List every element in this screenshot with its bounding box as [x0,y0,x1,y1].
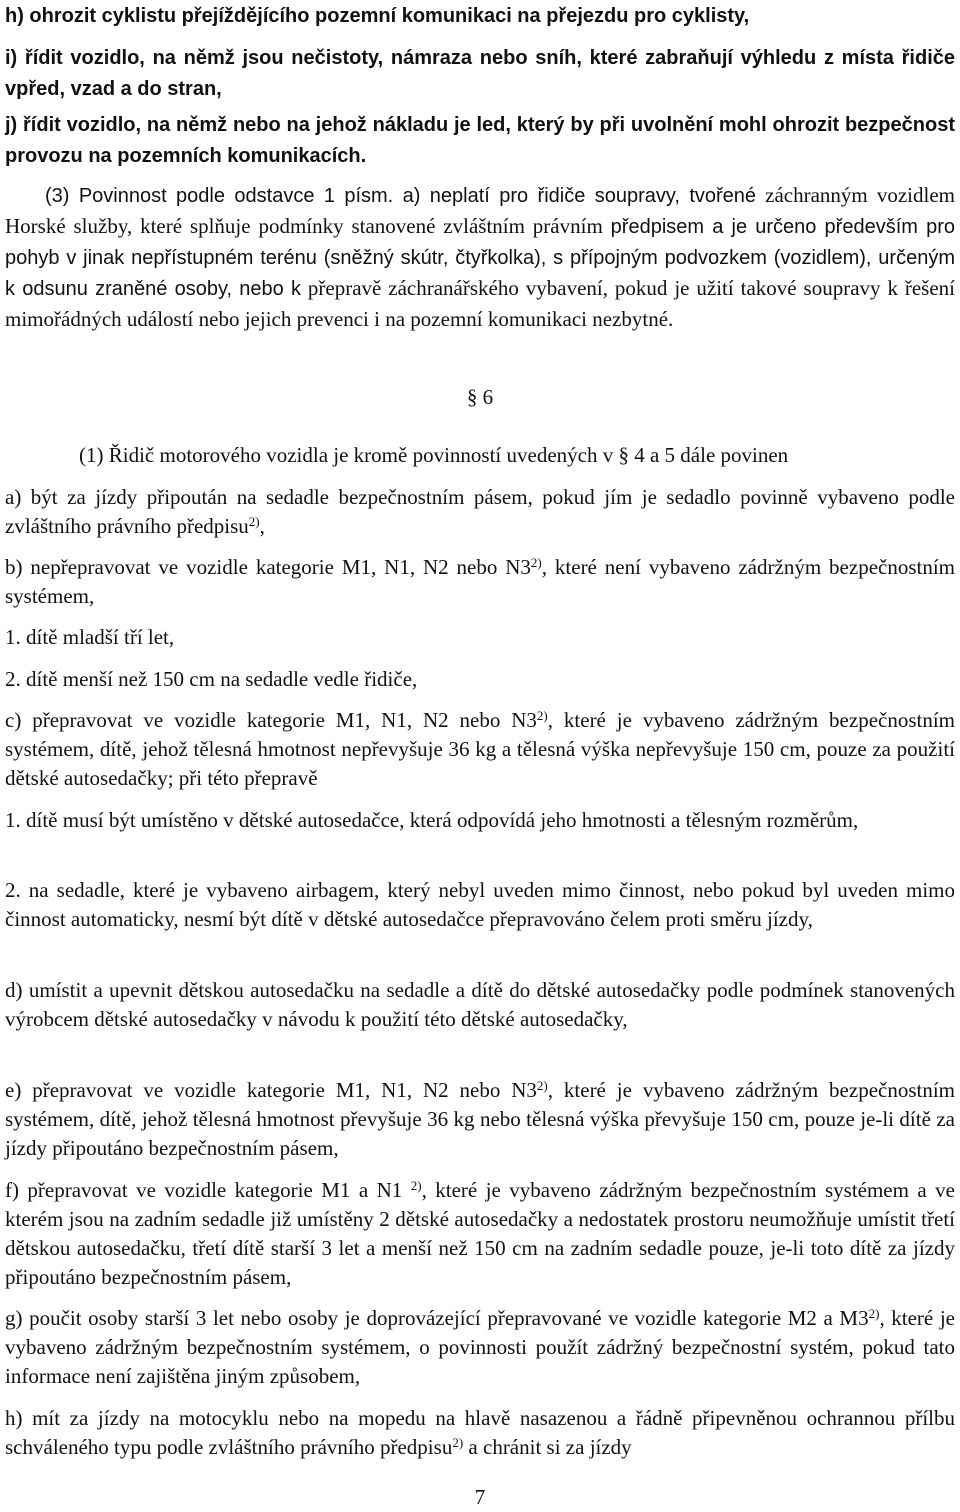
footnote-ref: 2) [452,1435,464,1450]
item-b-2: 2. dítě menší než 150 cm na sedadle vedle řidiče, [5,667,418,691]
item-e [5,1076,955,1163]
paragraph-3-part-d: přepravě záchranářského vybavení, pokud je užití takové soupravy k řešení mimořádných událostí nebo jejich prevenci i na pozemní komunikaci nezbytné. [5,276,956,331]
item-c-2: 2. na sedadle, které je vybaveno airbagem, který nebyl uveden mimo činnost, nebo pokud byl uveden mimo činnost automaticky, nesmí být dítě v dětské autosedačce přepravováno čelem proti směru jízdy, [5,878,955,931]
item-b-text: b) nepřepravovat ve vozidle kategorie M1, N1, N2 nebo N3 [5,555,531,579]
item-h [5,1404,955,1462]
item-b [5,553,955,611]
paragraph-3-part-b: záchranným vozidlem Horské služby, které splňuje podmínky stanovené zvláštním právním [5,183,955,238]
footnote-ref: 2) [248,514,260,529]
section-heading: § 6 [466,385,494,409]
item-g-text: g) poučit osoby starší 3 let nebo osoby je doprovázející přepravované ve vozidle kategorie M2 a M3 [5,1306,869,1330]
paragraph-3-part-c: předpisem a je určeno především pro pohyb v jinak nepřístupném terénu (sněžný skútr, čtyřkolka), s přípojným podvozkem (vozidlem), určeným k odsunu zraněné osoby, nebo k [5,216,956,300]
item-c [5,706,955,793]
item-e-end: , které je vybaveno zádržným bezpečnostním systémem, dítě, jehož tělesná hmotnost převyšuje 36 kg nebo tělesná výška převyšuje 150 cm, pouze je-li dítě za jízdy připoutáno bezpečnostním pásem, [5,1078,956,1160]
item-b-end: , které není vybaveno zádržným bezpečnostním systémem, [5,555,956,608]
item-a [5,483,955,541]
footnote-ref: 2) [530,555,542,570]
item-a-text: a) být za jízdy připoután na sedadle bezpečnostním pásem, pokud jím je sedadlo povinně vybaveno podle zvláštního právního předpisu [5,485,955,538]
footnote-ref: 2) [868,1306,880,1321]
item-f [5,1176,955,1292]
item-e-text: e) přepravovat ve vozidle kategorie M1, N1, N2 nebo N3 [5,1078,537,1102]
item-h-end: a chránit si za jízdy [463,1435,632,1459]
item-d: d) umístit a upevnit dětskou autosedačku na sedadle a dítě do dětské autosedačky podle podmínek stanovených výrobcem dětské autosedačky v návodu k použití této dětské autosedačky, [5,978,955,1031]
item-f-text: f) přepravovat ve vozidle kategorie M1 a N1 [5,1178,411,1202]
footnote-ref: 2) [536,708,548,723]
item-c-1: 1. dítě musí být umístěno v dětské autosedačce, která odpovídá jeho hmotnosti a tělesným rozměrům, [5,808,859,832]
footnote-ref: 2) [410,1178,422,1193]
item-b-1: 1. dítě mladší tří let, [5,625,175,649]
item-f-end: , které je vybaveno zádržným bezpečnostním systémem a ve kterém jsou na zadním sedadle již umístěny 2 dětské autosedačky a nedostatek prostoru neumožňuje umístit třetí dětskou autosedačku, třetí dítě starší 3 let a menší než 150 cm na zadním sedadle pouze, je-li toto dítě za jízdy připoutáno bezpečnostním pásem, [5,1178,955,1289]
item-c-text: c) přepravovat ve vozidle kategorie M1, N1, N2 nebo N3 [5,708,537,732]
page-number: 7 [474,1485,486,1509]
item-a-end: , [259,514,265,538]
item-i-top: i) řídit vozidlo, na němž jsou nečistoty, námraza nebo sníh, které zabraňují výhledu z místa řidiče vpřed, vzad a do stran, [5,47,955,100]
paragraph-3 [5,180,955,334]
item-h-top: h) ohrozit cyklistu přejíždějícího pozemní komunikaci na přejezdu pro cyklisty, [5,5,750,27]
item-g-end: , které je vybaveno zádržným bezpečnostním systémem, o povinnosti použít zádržný bezpečnostní systém, pokud tato informace není zajištěna jiným způsobem, [5,1306,955,1388]
item-c-end: , které je vybaveno zádržným bezpečnostním systémem, dítě, jehož tělesná hmotnost nepřevyšuje 36 kg a tělesná výška nepřevyšuje 150 cm, pouze za použití dětské autosedačky; při této přepravě [5,708,956,790]
item-j-top: j) řídit vozidlo, na němž nebo na jehož nákladu je led, který by při uvolnění mohl ohrozit bezpečnost provozu na pozemních komunikacích. [5,114,955,167]
footnote-ref: 2) [536,1078,548,1093]
paragraph-3-part-a: (3) Povinnost podle odstavce 1 písm. a) neplatí pro řidiče soupravy, tvořené [45,185,757,207]
item-g [5,1304,955,1391]
item-h-text: h) mít za jízdy na motocyklu nebo na mopedu na hlavě nasazenou a řádně připevněnou ochrannou přílbu schváleného typu podle zvláštního právního předpisu [5,1406,955,1459]
paragraph-1-intro: (1) Řidič motorového vozidla je kromě povinností uvedených v § 4 a 5 dále povinen [79,443,789,467]
